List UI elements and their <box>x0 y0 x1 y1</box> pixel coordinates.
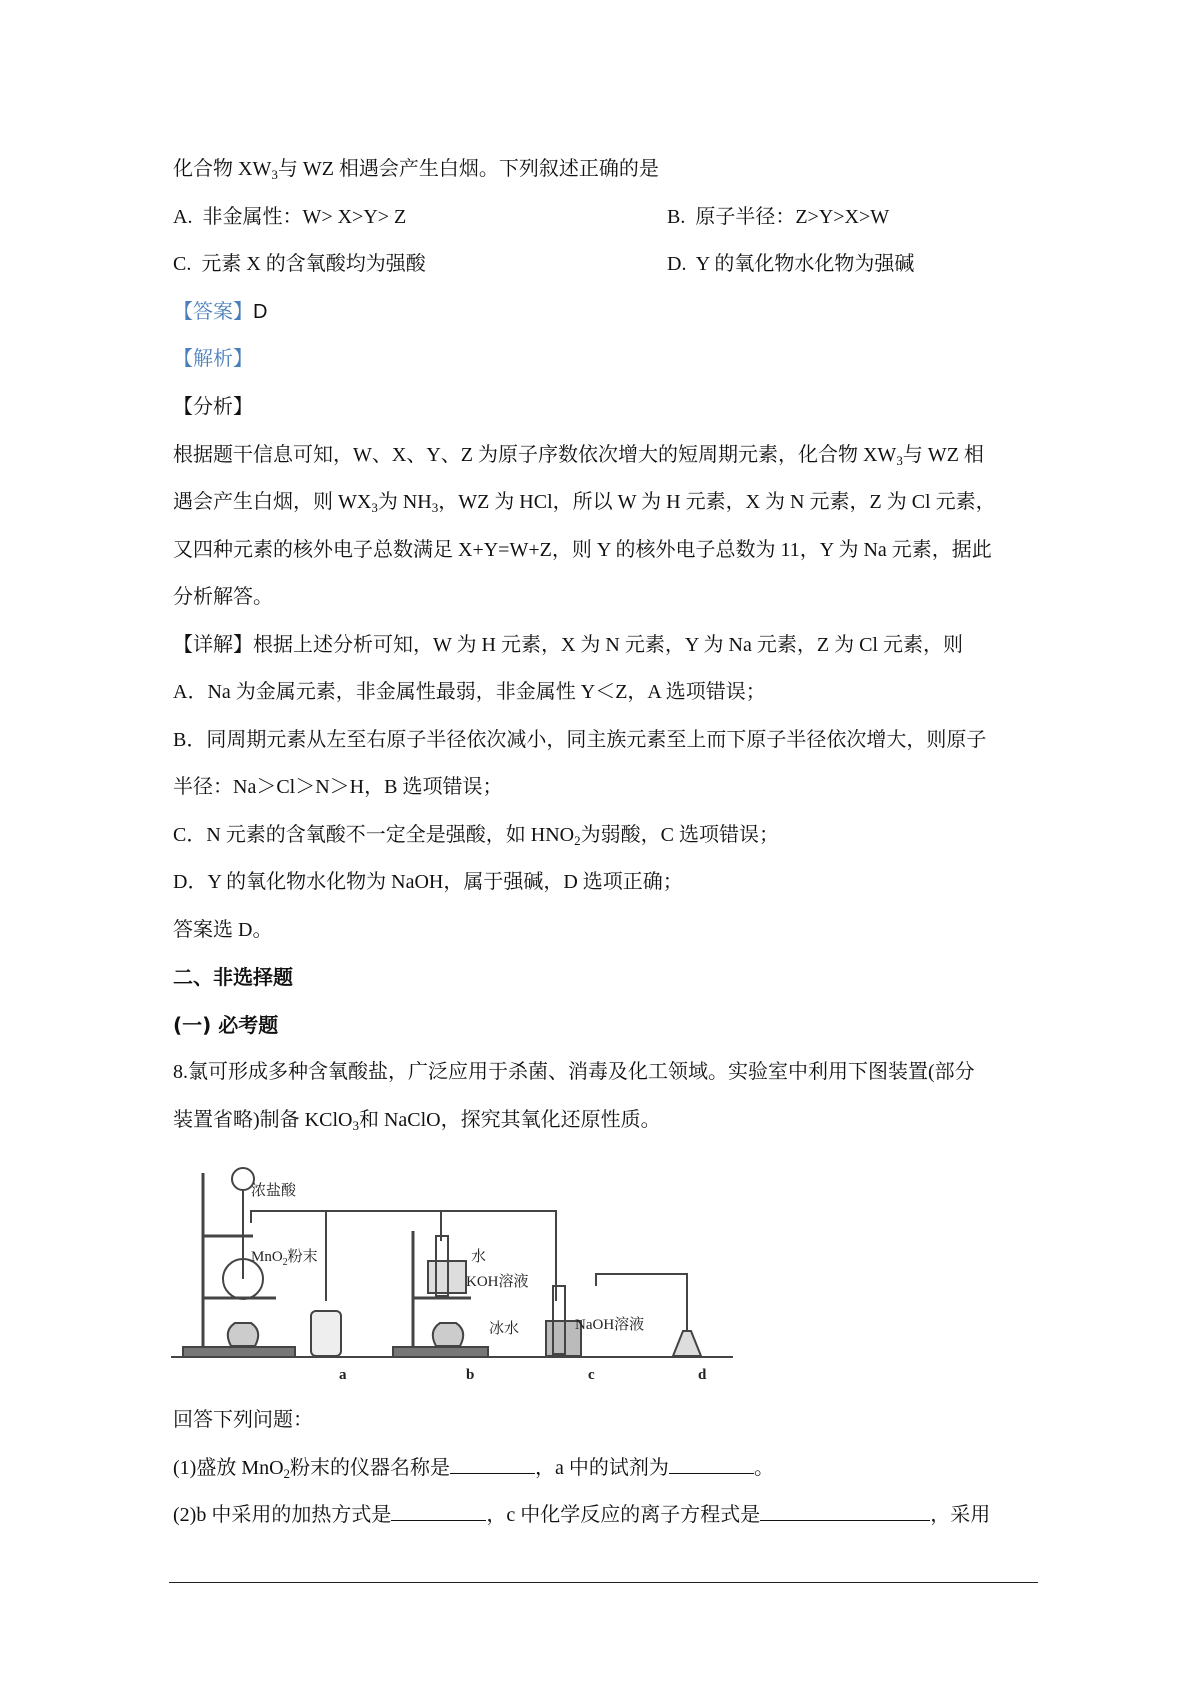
stem-text: 化合物 XW <box>173 158 272 180</box>
detail-a: A．Na 为金属元素，非金属性最弱，非金属性 Y＜Z，A 选项错误； <box>173 681 766 703</box>
fenxi-line-1 <box>173 440 984 470</box>
option-label: D. <box>667 253 687 275</box>
subscript: 2 <box>283 1466 291 1481</box>
q8-line-2 <box>173 1105 661 1135</box>
text: (1)盛放 MnO <box>173 1457 284 1479</box>
section-title: 二、非选择题 <box>173 965 293 989</box>
option-b <box>667 202 889 232</box>
label-a: a <box>339 1367 347 1383</box>
detail-tag: 【详解】 <box>173 634 253 656</box>
option-label: C. <box>173 253 192 275</box>
answer-blank[interactable] <box>760 1502 930 1521</box>
label-mno2: MnO$_2$粉末 <box>251 1249 318 1268</box>
text: 为弱酸，C 选项错误； <box>580 824 779 846</box>
detail-d: D．Y 的氧化物水化物为 NaOH，属于强碱，D 选项正确； <box>173 871 683 893</box>
label-koh: KOH溶液 <box>466 1274 529 1290</box>
footer-divider <box>169 1582 1038 1583</box>
text: 。 <box>753 1457 774 1479</box>
stem-text: 与 WZ 相遇会产生白烟。下列叙述正确的是 <box>277 158 659 180</box>
answer-tag: 【答案】 <box>173 301 253 323</box>
text: ，采用 <box>930 1504 991 1526</box>
detail-b1: B．同周期元素从左至右原子半径依次减小，同主族元素至上而下原子半径依次增大，则原子 <box>173 729 987 751</box>
option-d <box>667 249 914 279</box>
apparatus-figure <box>171 1161 733 1384</box>
q8-line-1: 8.氯可形成多种含氧酸盐，广泛应用于杀菌、消毒及化工领域。实验室中利用下图装置(部分 <box>173 1061 975 1083</box>
text: C．N 元素的含氧酸不一定全是强酸，如 HNO <box>173 824 575 846</box>
question-stem <box>173 154 659 184</box>
text: 装置省略)制备 KClO <box>173 1109 353 1131</box>
answer-blank[interactable] <box>391 1502 486 1521</box>
detail-c <box>173 820 779 850</box>
text: ，c 中化学反应的离子方程式是 <box>486 1504 761 1526</box>
subscript: 3 <box>271 167 278 182</box>
label-c: c <box>588 1367 595 1383</box>
option-text: Y 的氧化物水化物为强碱 <box>695 253 915 275</box>
fenxi-tag: 【分析】 <box>173 396 253 418</box>
detail-b2: 半径：Na＞Cl＞N＞H，B 选项错误； <box>173 776 503 798</box>
flask-d <box>673 1331 701 1356</box>
analysis-tag: 【解析】 <box>173 348 253 370</box>
fenxi-line-2 <box>173 487 996 517</box>
text: (2)b 中采用的加热方式是 <box>173 1504 392 1526</box>
subscript: 2 <box>574 833 581 848</box>
answer-value: D <box>253 301 268 323</box>
text: 根据题干信息可知，W、X、Y、Z 为原子序数依次增大的短周期元素，化合物 XW <box>173 444 897 466</box>
label-d: d <box>698 1367 707 1383</box>
text: ，a 中的试剂为 <box>535 1457 669 1479</box>
q8-part-2 <box>173 1500 990 1530</box>
text: ，WZ 为 HCl，所以 W 为 H 元素，X 为 N 元素，Z 为 Cl 元素， <box>438 491 996 513</box>
subscript: 3 <box>896 453 903 468</box>
subscript: 3 <box>431 500 439 515</box>
answer-blank[interactable] <box>450 1455 535 1474</box>
subscript: 3 <box>371 500 378 515</box>
alcohol-lamp-2 <box>433 1323 463 1346</box>
subscript: 3 <box>352 1118 359 1133</box>
stand-base-1 <box>183 1347 295 1357</box>
stand-base-2 <box>393 1347 488 1357</box>
label-hcl: 浓盐酸 <box>251 1183 297 1199</box>
text: 为 NH <box>377 491 432 513</box>
option-text: 原子半径：Z>Y>X>W <box>695 206 890 228</box>
text: 根据上述分析可知，W 为 H 元素，X 为 N 元素，Y 为 Na 元素，Z 为 Cl 元素，则 <box>253 634 963 656</box>
option-text: 元素 X 的含氧酸均为强酸 <box>201 253 426 275</box>
detail-intro <box>173 630 963 660</box>
q8-prompt: 回答下列问题： <box>173 1409 313 1431</box>
text: 和 NaClO，探究其氧化还原性质。 <box>358 1109 661 1131</box>
option-label: A. <box>173 206 193 228</box>
text: 遇会产生白烟，则 WX <box>173 491 372 513</box>
answer-line <box>173 297 267 327</box>
fenxi-line-4: 分析解答。 <box>173 586 273 608</box>
label-ice-water: 冰水 <box>489 1321 520 1337</box>
text: 粉末的仪器名称是 <box>290 1457 451 1479</box>
section-subtitle: (一) 必考题 <box>173 1013 279 1037</box>
option-c <box>173 249 426 279</box>
text: 与 WZ 相 <box>902 444 984 466</box>
detail-conclusion: 答案选 D。 <box>173 919 273 941</box>
answer-blank[interactable] <box>669 1455 754 1474</box>
q8-part-1 <box>173 1453 774 1483</box>
label-water: 水 <box>471 1249 487 1265</box>
fenxi-line-3: 又四种元素的核外电子总数满足 X+Y=W+Z，则 Y 的核外电子总数为 11，Y 为 Na 元素，据此 <box>173 539 992 561</box>
option-a <box>173 202 406 232</box>
option-text: 非金属性：W> X>Y> Z <box>202 206 407 228</box>
gas-bottle-a <box>311 1311 341 1356</box>
label-b: b <box>466 1367 475 1383</box>
alcohol-lamp-1 <box>228 1323 258 1346</box>
option-label: B. <box>667 206 686 228</box>
label-naoh: NaOH溶液 <box>575 1317 645 1333</box>
